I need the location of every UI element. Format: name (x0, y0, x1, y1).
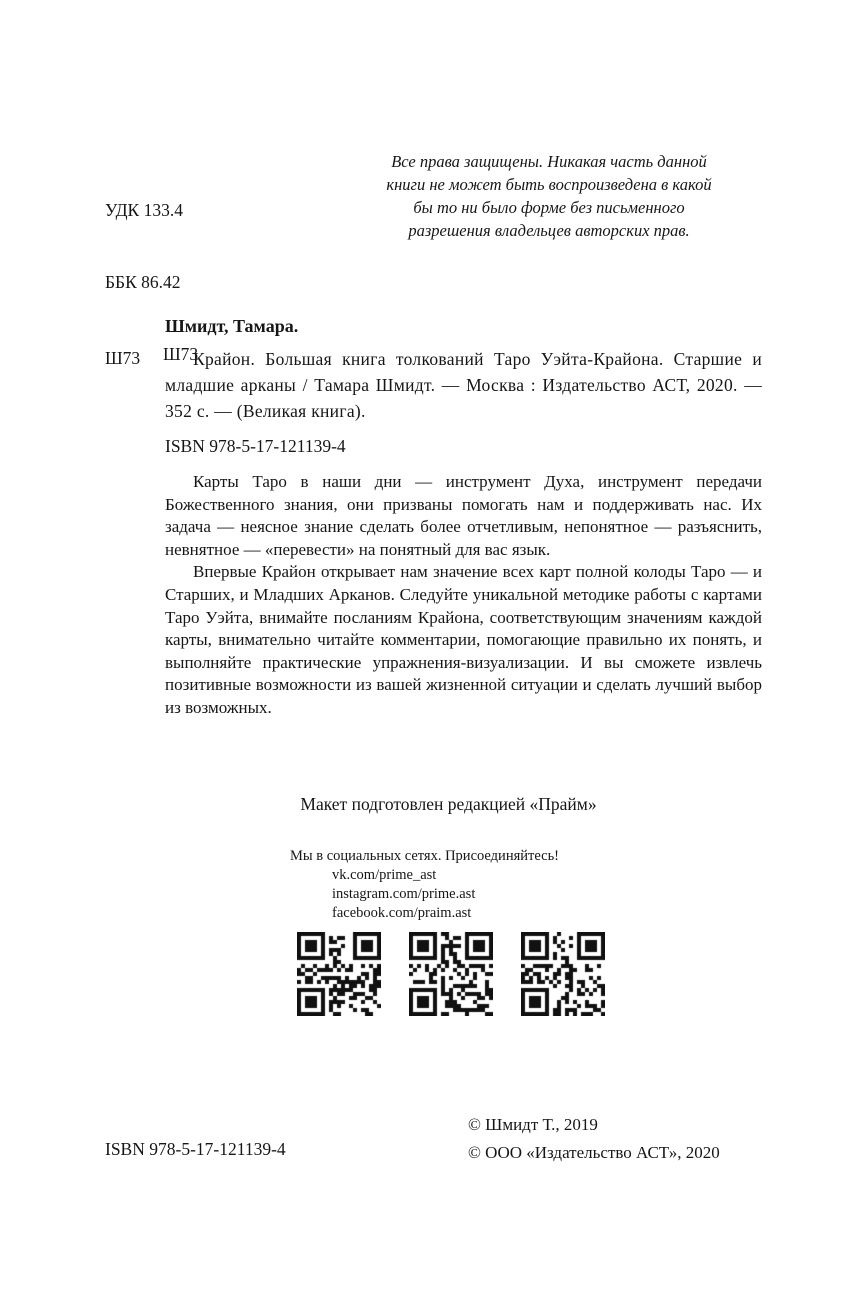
catalog-code: Ш73 (105, 348, 141, 368)
annotation-paragraph-2: Впервые Крайон открывает нам значение всех карт полной колоды Таро — и Старших, и Младших Арканов. Следуйте уникальной методике работы с картами Таро Уэйта, внимайте посланиям Крайона, соответствующим значениям каждой карты, внимательно читайте комментарии, помогающие правильно их понять, и выполняйте практические упражнения-визуализации. И вы сможете извлечь позитивные возможности из вашей жизненной ситуации и сделать лучший выбор из возможных. (165, 562, 762, 717)
rights-notice-line: Все права защищены. Никакая часть данной (391, 152, 707, 171)
rights-notice-line: бы то ни было форме без письменного (413, 198, 685, 217)
rights-notice (348, 150, 750, 242)
annotation-paragraph-1: Карты Таро в наши дни — инструмент Духа, инструмент передачи Божественного знания, они призваны помогать нам и поддерживать нас. Их задача — неясное знание сделать более отчетливым, непонятное — разъяснить, невнятное — «перевести» на понятный для вас язык. (165, 472, 762, 559)
bibliographic-entry: Крайон. Большая книга толкований Таро Уэйта-Крайона. Старшие и младшие арканы / Тамара Шмидт. — Москва : Издательство АСТ, 2020. — 352 с. — (Великая книга). (165, 349, 762, 421)
bbk-code: ББК 86.42 (105, 272, 181, 292)
udk-code: УДК 133.4 (105, 200, 183, 220)
isbn-bottom: ISBN 978-5-17-121139-4 (105, 1139, 286, 1159)
qr-code-facebook (521, 932, 605, 1016)
social-header: Мы в социальных сетях. Присоединяйтесь! (290, 848, 560, 864)
annotation (165, 471, 762, 720)
instagram-link: instagram.com/prime.ast (332, 886, 476, 902)
facebook-link: facebook.com/praim.ast (332, 905, 472, 921)
rights-notice-line: разрешения владельцев авторских прав. (408, 221, 690, 240)
imprint-note: Макет подготовлен редакцией «Прайм» (300, 794, 597, 814)
qr-code-instagram (409, 932, 493, 1016)
copyright-publisher: © ООО «Издательство АСТ», 2020 (468, 1143, 720, 1162)
qr-code-vk (297, 932, 381, 1016)
qr-codes-row (297, 932, 605, 1016)
author-sign-code: Ш73 (163, 344, 199, 364)
social-block (290, 847, 559, 923)
isbn-top: ISBN 978-5-17-121139-4 (165, 436, 346, 456)
copyright-author: © Шмидт Т., 2019 (468, 1115, 598, 1134)
rights-notice-line: книги не может быть воспроизведена в какой (386, 175, 712, 194)
vk-link: vk.com/prime_ast (332, 867, 437, 883)
copyright-block (468, 1111, 720, 1167)
author-heading: Шмидт, Тамара. (165, 316, 299, 336)
